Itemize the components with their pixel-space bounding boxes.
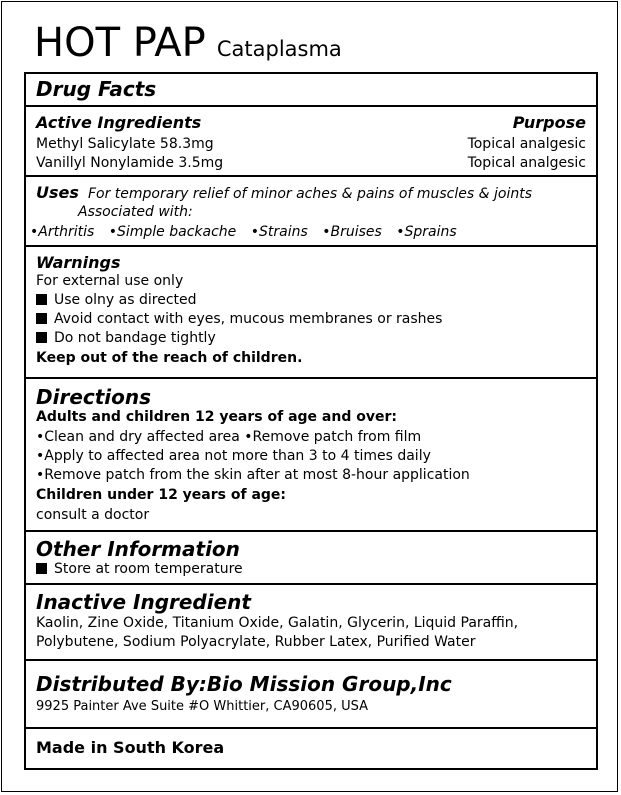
ingredient-2: Vanillyl Nonylamide 3.5mg: [36, 155, 224, 171]
uses-text-2: Associated with:: [78, 204, 193, 220]
origin-text: Made in South Korea: [36, 738, 225, 757]
square-bullet-icon: [36, 313, 47, 324]
uses-item: •Strains: [250, 224, 308, 240]
children-heading: Children under 12 years of age:: [36, 487, 287, 503]
drug-facts-heading: Drug Facts: [36, 77, 157, 101]
direction-line: •Apply to affected area not more than 3 to 4 times daily: [36, 448, 431, 464]
distributor-section: [26, 661, 596, 729]
uses-heading: Uses: [36, 183, 79, 202]
other-info-heading: Other Information: [36, 537, 240, 561]
inactive-heading: Inactive Ingredient: [36, 590, 251, 614]
warning-item: Avoid contact with eyes, mucous membranes or rashes: [36, 311, 442, 327]
distributor-heading: Distributed By:Bio Mission Group,Inc: [36, 672, 452, 696]
direction-line: •Remove patch from the skin after at most 8-hour application: [36, 467, 470, 483]
product-title: [34, 20, 342, 66]
uses-item: •Bruises: [322, 224, 382, 240]
adults-heading: Adults and children 12 years of age and over:: [36, 409, 397, 425]
active-ingredients-section: [26, 107, 596, 177]
product-name: HOT PAP: [34, 20, 206, 66]
purpose-1: Topical analgesic: [467, 136, 586, 152]
purpose-heading: Purpose: [512, 113, 586, 132]
keep-out-warning: Keep out of the reach of children.: [36, 350, 303, 366]
inactive-line-1: Kaolin, Zine Oxide, Titanium Oxide, Galatin, Glycerin, Liquid Paraffin,: [36, 615, 519, 631]
uses-item: •Simple backache: [108, 224, 237, 240]
other-info-section: [26, 532, 596, 585]
uses-items: [30, 224, 457, 240]
ingredient-1: Methyl Salicylate 58.3mg: [36, 136, 214, 152]
other-info-item: Store at room temperature: [36, 561, 243, 577]
active-ingredients-heading: Active Ingredients: [36, 113, 202, 132]
directions-heading: Directions: [36, 385, 152, 409]
warnings-heading: Warnings: [36, 253, 121, 272]
inactive-line-2: Polybutene, Sodium Polyacrylate, Rubber Latex, Purified Water: [36, 634, 476, 650]
children-text: consult a doctor: [36, 507, 150, 523]
uses-item: •Arthritis: [30, 224, 95, 240]
warnings-section: [26, 247, 596, 379]
origin-section: [26, 729, 596, 768]
uses-section: [26, 177, 596, 247]
warning-item: Use olny as directed: [36, 292, 197, 308]
warning-item: Do not bandage tightly: [36, 330, 216, 346]
inactive-section: [26, 585, 596, 661]
purpose-2: Topical analgesic: [467, 155, 586, 171]
distributor-address: 9925 Painter Ave Suite #O Whittier, CA90605, USA: [36, 699, 369, 714]
direction-line: •Clean and dry affected area •Remove patch from film: [36, 429, 422, 445]
square-bullet-icon: [36, 332, 47, 343]
uses-item: •Sprains: [396, 224, 457, 240]
uses-line-1: [36, 183, 532, 202]
uses-text-1: For temporary relief of minor aches & pains of muscles & joints: [87, 186, 532, 202]
square-bullet-icon: [36, 294, 47, 305]
product-subtitle: Cataplasma: [216, 37, 342, 61]
drug-facts-header: [26, 74, 596, 107]
square-bullet-icon: [36, 563, 47, 574]
drug-facts-panel: [24, 72, 598, 770]
directions-section: [26, 379, 596, 532]
warnings-line-1: For external use only: [36, 273, 184, 289]
